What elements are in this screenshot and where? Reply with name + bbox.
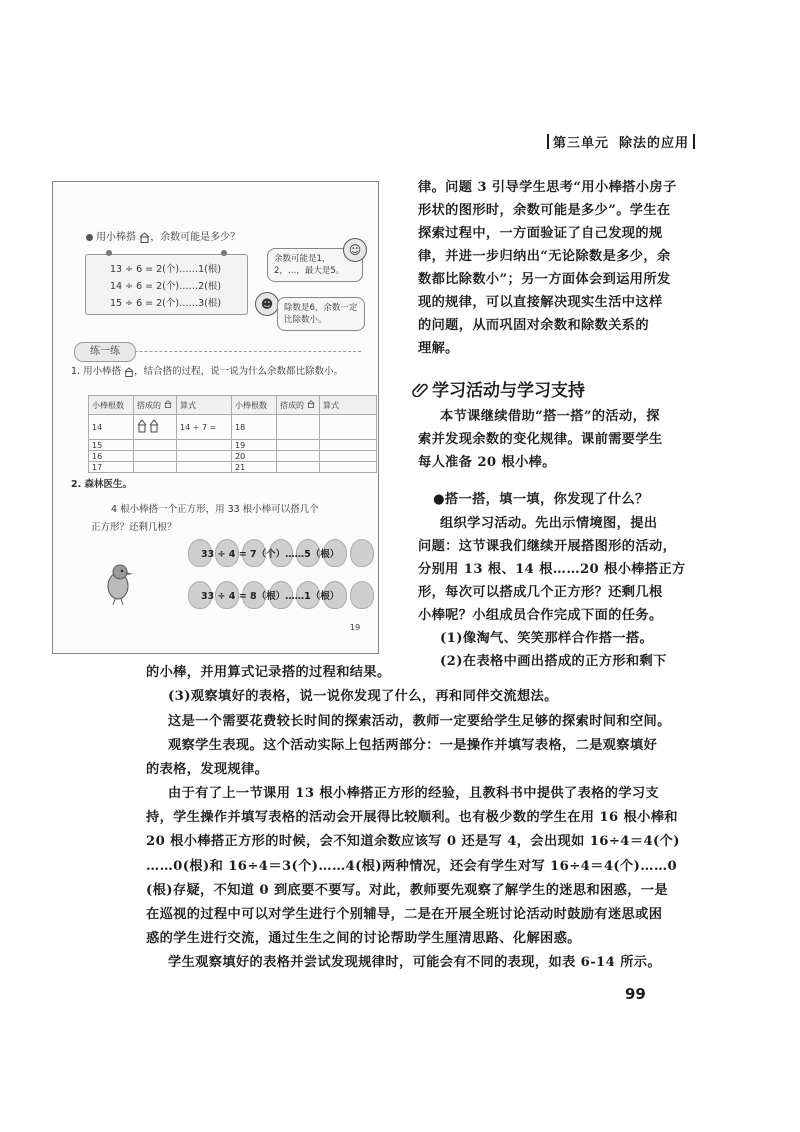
table-cell — [177, 451, 232, 462]
exercise-2-text: 正方形？还剩几根？ — [91, 522, 177, 533]
right-col-line: 现的规律，可以直接解决现实生活中这样 — [418, 295, 663, 310]
page-number: 99 — [625, 985, 646, 1003]
table-cell: 19 — [232, 440, 277, 451]
body-line: (3)观察填好的表格，说一说你发现了什么，再和同伴交流想法。 — [168, 689, 558, 704]
section-intro-line: 本节课继续借助“搭一搭”的活动，探 — [440, 409, 660, 424]
exercise-2: 2. 森林医生。 — [71, 479, 133, 490]
body-line: 观察学生表现。这个活动实际上包括两部分：一是操作并填写表格，二是观察填好 — [168, 738, 658, 753]
section-heading: 学习活动与学习支持 — [412, 376, 585, 401]
activity-line: (1)像淘气、笑笑那样合作搭一搭。 — [440, 631, 654, 646]
speech-bubble: 除数是6，余数一定比除数小。 — [277, 297, 365, 331]
girl-avatar-icon: ☺ — [343, 238, 367, 262]
table-row — [89, 415, 377, 440]
boy-avatar-icon: ☻ — [255, 292, 279, 316]
table-cell — [134, 415, 177, 440]
table-cell — [277, 451, 320, 462]
table-cell: 14 — [89, 415, 134, 440]
table-cell — [177, 440, 232, 451]
body-line: ……0(根)和 16÷4＝3(个)……4(根)两种情况，还会有学生对写 16÷4＝4(个)……0 — [146, 859, 678, 874]
right-col-line: 律，并进一步归纳出“无论除数是多少，余 — [418, 249, 671, 264]
paperclip-icon — [412, 381, 428, 397]
activity-line: 形，每次可以搭成几个正方形？还剩几根 — [418, 585, 663, 600]
table-cell — [177, 462, 232, 473]
table-header: 算式 — [177, 396, 232, 415]
tree-icon — [350, 539, 374, 567]
card-equation: 15 ÷ 6 = 2(个)……3(根) — [110, 298, 222, 309]
house-shape-icon — [307, 400, 315, 408]
right-col-line: 形状的图形时，余数可能是多少”。学生在 — [418, 203, 671, 218]
figure-page-number: 19 — [350, 623, 361, 632]
table-row — [89, 451, 377, 462]
body-line: 持，学生操作并填写表格的活动会开展得比较顺利。也有极少数的学生在用 16 根小棒和 — [146, 810, 678, 825]
table-cell — [277, 415, 320, 440]
table-header: 搭成的 — [277, 396, 320, 415]
activity-line: 组织学习活动。先出示情境图，提出 — [440, 516, 658, 531]
activity-line: 问题：这节课我们继续开展搭图形的活动， — [418, 539, 677, 554]
table-cell: 16 — [89, 451, 134, 462]
body-line: 的表格，发现规律。 — [146, 762, 269, 777]
speech-bubble: 余数可能是1，2，…，最大是5。 — [267, 248, 363, 282]
exercise-2-text: 4 根小棒搭一个正方形，用 33 根小棒可以搭几个 — [111, 504, 319, 515]
table-header: 小棒根数 — [232, 396, 277, 415]
table-cell: 17 — [89, 462, 134, 473]
section-intro-line: 索并发现余数的变化规律。课前需要学生 — [418, 432, 663, 447]
house-shape-icon — [124, 367, 134, 377]
card-equation: 13 ÷ 6 = 2(个)……1(根) — [110, 264, 222, 275]
equation-card — [85, 254, 248, 315]
table-row — [89, 462, 377, 473]
table-cell — [320, 451, 377, 462]
table-cell — [277, 462, 320, 473]
table-cell — [277, 440, 320, 451]
section-intro-line: 每人准备 20 根小棒。 — [418, 455, 556, 470]
table-cell — [320, 415, 377, 440]
right-col-line: 的问题，从而巩固对余数和除数关系的 — [418, 318, 649, 333]
table-header-row — [89, 396, 377, 415]
activity-line: (2)在表格中画出搭成的正方形和剩下 — [440, 654, 667, 669]
table-cell: 15 — [89, 440, 134, 451]
header-bar-right — [693, 134, 695, 149]
house-shape-icon — [139, 232, 150, 243]
right-col-line: 理解。 — [418, 341, 459, 356]
header-unit: 第三单元 — [553, 135, 610, 151]
right-col-line: 探索过程中，一方面验证了自己发现的规 — [418, 226, 663, 241]
activity-line: 分别用 13 根、14 根……20 根小棒搭正方 — [418, 562, 686, 577]
right-col-line: 律。问题 3 引导学生思考“用小棒搭小房子 — [418, 180, 677, 195]
table-header: 小棒根数 — [89, 396, 134, 415]
header-bar-left — [547, 134, 549, 149]
right-col-line: 数都比除数小”；另一方面体会到运用所发 — [418, 272, 671, 287]
table-cell: 21 — [232, 462, 277, 473]
running-header — [543, 131, 713, 151]
body-line: 的小棒，并用算式记录搭的过程和结果。 — [146, 665, 391, 680]
table-cell — [134, 462, 177, 473]
body-line: 由于有了上一节课用 13 根小棒搭正方形的经验，且教科书中提供了表格的学习支 — [168, 786, 660, 801]
activity-line: 小棒呢？小组成员合作完成下面的任务。 — [418, 608, 663, 623]
table-cell — [320, 462, 377, 473]
exercise-1: 1. 用小棒搭 ，结合搭的过程，说一说为什么余数都比除数小。 — [71, 366, 344, 377]
practice-tab: 练一练 — [74, 342, 136, 362]
table-cell: 14 ÷ 7 = — [177, 415, 232, 440]
textbook-figure — [52, 181, 379, 654]
body-line: (根)存疑，不知道 0 到底要不要写。对此，教师要先观察了解学生的迷思和困惑，一是 — [146, 883, 668, 898]
activity-title: ●搭一搭，填一填，你发现了什么？ — [433, 492, 649, 507]
body-line: 惑的学生进行交流，通过生生之间的讨论帮助学生厘清思路、化解困惑。 — [146, 931, 581, 946]
pin-icon — [221, 250, 227, 256]
table-cell — [134, 440, 177, 451]
header-topic: 除法的应用 — [619, 135, 690, 151]
table-cell: 20 — [232, 451, 277, 462]
table-header: 搭成的 — [134, 396, 177, 415]
table-cell — [134, 451, 177, 462]
table-cell — [320, 440, 377, 451]
body-line: 学生观察填好的表格并尝试发现规律时，可能会有不同的表现，如表 6-14 所示。 — [168, 955, 661, 970]
house-shape-icon — [164, 400, 172, 408]
body-line: 在巡视的过程中可以对学生进行个别辅导，二是在开展全班讨论活动时鼓励有迷思或困 — [146, 907, 663, 922]
card-equation: 14 ÷ 6 = 2(个)……2(根) — [110, 281, 222, 292]
table-row — [89, 440, 377, 451]
tree-equation: 33 ÷ 4 = 7（个）……5（根） — [201, 549, 340, 560]
body-line: 这是一个需要花费较长时间的探索活动，教师一定要给学生足够的探索时间和空间。 — [168, 714, 671, 729]
houses-drawing-icon — [137, 419, 161, 433]
woodpecker-doctor-icon — [103, 562, 133, 606]
bullet-icon — [86, 234, 93, 241]
table-header: 算式 — [320, 396, 377, 415]
table-cell: 18 — [232, 415, 277, 440]
figure-question: 用小棒搭 ，余数可能是多少？ — [86, 228, 240, 243]
tree-icon — [350, 581, 374, 609]
tree-equation: 33 ÷ 4 = 8（根）……1（根） — [201, 591, 340, 602]
pin-icon — [106, 250, 112, 256]
exercise-table — [88, 395, 377, 473]
body-line: 20 根小棒搭正方形的时候，会不知道余数应该写 0 还是写 4，会出现如 16÷4＝4(个) — [146, 834, 680, 849]
